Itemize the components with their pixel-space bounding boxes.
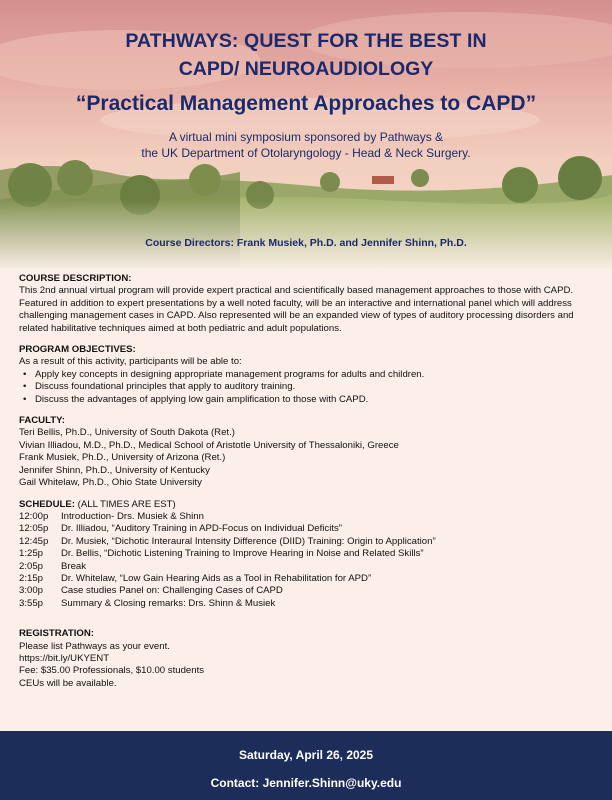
schedule-event: Break [61,560,87,572]
hero-banner [0,0,612,268]
title-line-2: CAPD/ NEUROAUDIOLOGY [178,58,434,80]
schedule-time: 3:00p [19,585,44,597]
title-line-1: PATHWAYS: QUEST FOR THE BEST IN [125,30,487,52]
schedule-row [19,598,594,610]
schedule-row [19,523,594,535]
schedule-event: Dr. Whitelaw, “Low Gain Hearing Aids as a Tool in Rehabilitation for APD” [61,572,372,584]
registration-section [19,628,594,690]
section-heading: COURSE DESCRIPTION: [19,273,132,284]
faculty-section [19,415,594,489]
schedule-event: Dr. Illiadou, “Auditory Training in APD-Focus on Individual Deficits” [61,523,343,535]
faculty-member: Teri Bellis, Ph.D., University of South Dakota (Ret.) [19,427,235,439]
bullet-icon: • [23,368,27,380]
registration-link[interactable]: https://bit.ly/UKYENT [19,652,110,664]
schedule-note: (ALL TIMES ARE EST) [74,498,176,510]
section-heading: REGISTRATION: [19,628,94,640]
bullet-icon: • [23,393,27,405]
flyer-body [19,273,594,699]
sponsor-line-1: A virtual mini symposium sponsored by Pathways & [168,130,444,144]
schedule-time: 3:55p [19,597,44,609]
event-subtitle: “Practical Management Approaches to CAPD” [75,92,537,115]
schedule-time: 1:25p [19,548,44,560]
bullet-icon: • [23,381,27,393]
list-item: • Discuss the advantages of applying low gain amplification to those with CAPD. [23,393,369,405]
registration-fee: Fee: $35.00 Professionals, $10.00 students [19,665,205,677]
ceu-note: CEUs will be available. [19,677,117,689]
faculty-member: Jennifer Shinn, Ph.D., University of Kentucky [19,464,210,476]
list-item: • Discuss foundational principles that apply to auditory training. [23,381,296,393]
list-item: • Apply key concepts in designing appropriate management programs for adults and children. [23,368,425,380]
schedule-row [19,536,594,548]
schedule-time: 12:00p [19,510,49,522]
objectives-intro: As a result of this activity, participants will be able to: [19,356,242,368]
course-description-text: This 2nd annual virtual program will provide expert practical and scientifically based management approaches to those with CAPD. Featured in addition to expert presentations by a well noted faculty, will be an interactive and international panel which will address challenging management cases in CAPD. Also represented will be an expanded view of types of auditory processing disorders and related habilitative techniques aimed at both pediatric and adult populations. [19,285,574,334]
schedule-time: 12:05p [19,523,49,535]
footer-bar [0,731,612,800]
schedule-time: 2:05p [19,560,44,572]
schedule-event: Introduction- Drs. Musiek & Shinn [61,510,204,522]
registration-instructions: Please list Pathways as your event. [19,640,170,652]
schedule-event: Summary & Closing remarks: Drs. Shinn & Musiek [61,597,276,609]
schedule-event: Case studies Panel on: Challenging Cases of CAPD [61,585,283,597]
faculty-member: Gail Whitelaw, Ph.D., Ohio State University [19,477,202,489]
schedule-time: 2:15p [19,572,44,584]
schedule-row [19,561,594,573]
section-heading: FACULTY: [19,415,66,427]
schedule-section [19,499,594,611]
schedule-row [19,548,594,560]
schedule-event: Dr. Bellis, “Dichotic Listening Training to Improve Hearing in Noise and Related Skills” [61,548,424,560]
schedule-event: Dr. Musiek, “Dichotic Interaural Intensity Difference (DIID) Training: Origin to Application” [61,535,436,547]
schedule-time: 12:45p [19,535,49,547]
faculty-member: Vivian Illiadou, M.D., Ph.D., Medical School of Aristotle University of Thessaloniki, Greece [19,439,399,451]
section-heading: PROGRAM OBJECTIVES: [19,344,136,356]
course-description-section [19,273,594,335]
contact-email[interactable]: Contact: Jennifer.Shinn@uky.edu [210,776,402,790]
schedule-row [19,511,594,523]
event-date: Saturday, April 26, 2025 [238,748,374,762]
section-heading: SCHEDULE: [19,498,75,510]
faculty-member: Frank Musiek, Ph.D., University of Arizona (Ret.) [19,452,226,464]
sponsor-line-2: the UK Department of Otolaryngology - Head & Neck Surgery. [141,146,471,160]
course-directors: Course Directors: Frank Musiek, Ph.D. and Jennifer Shinn, Ph.D. [145,237,467,249]
objectives-list [19,369,594,406]
schedule-row [19,585,594,597]
objectives-section [19,344,594,406]
schedule-row [19,573,594,585]
